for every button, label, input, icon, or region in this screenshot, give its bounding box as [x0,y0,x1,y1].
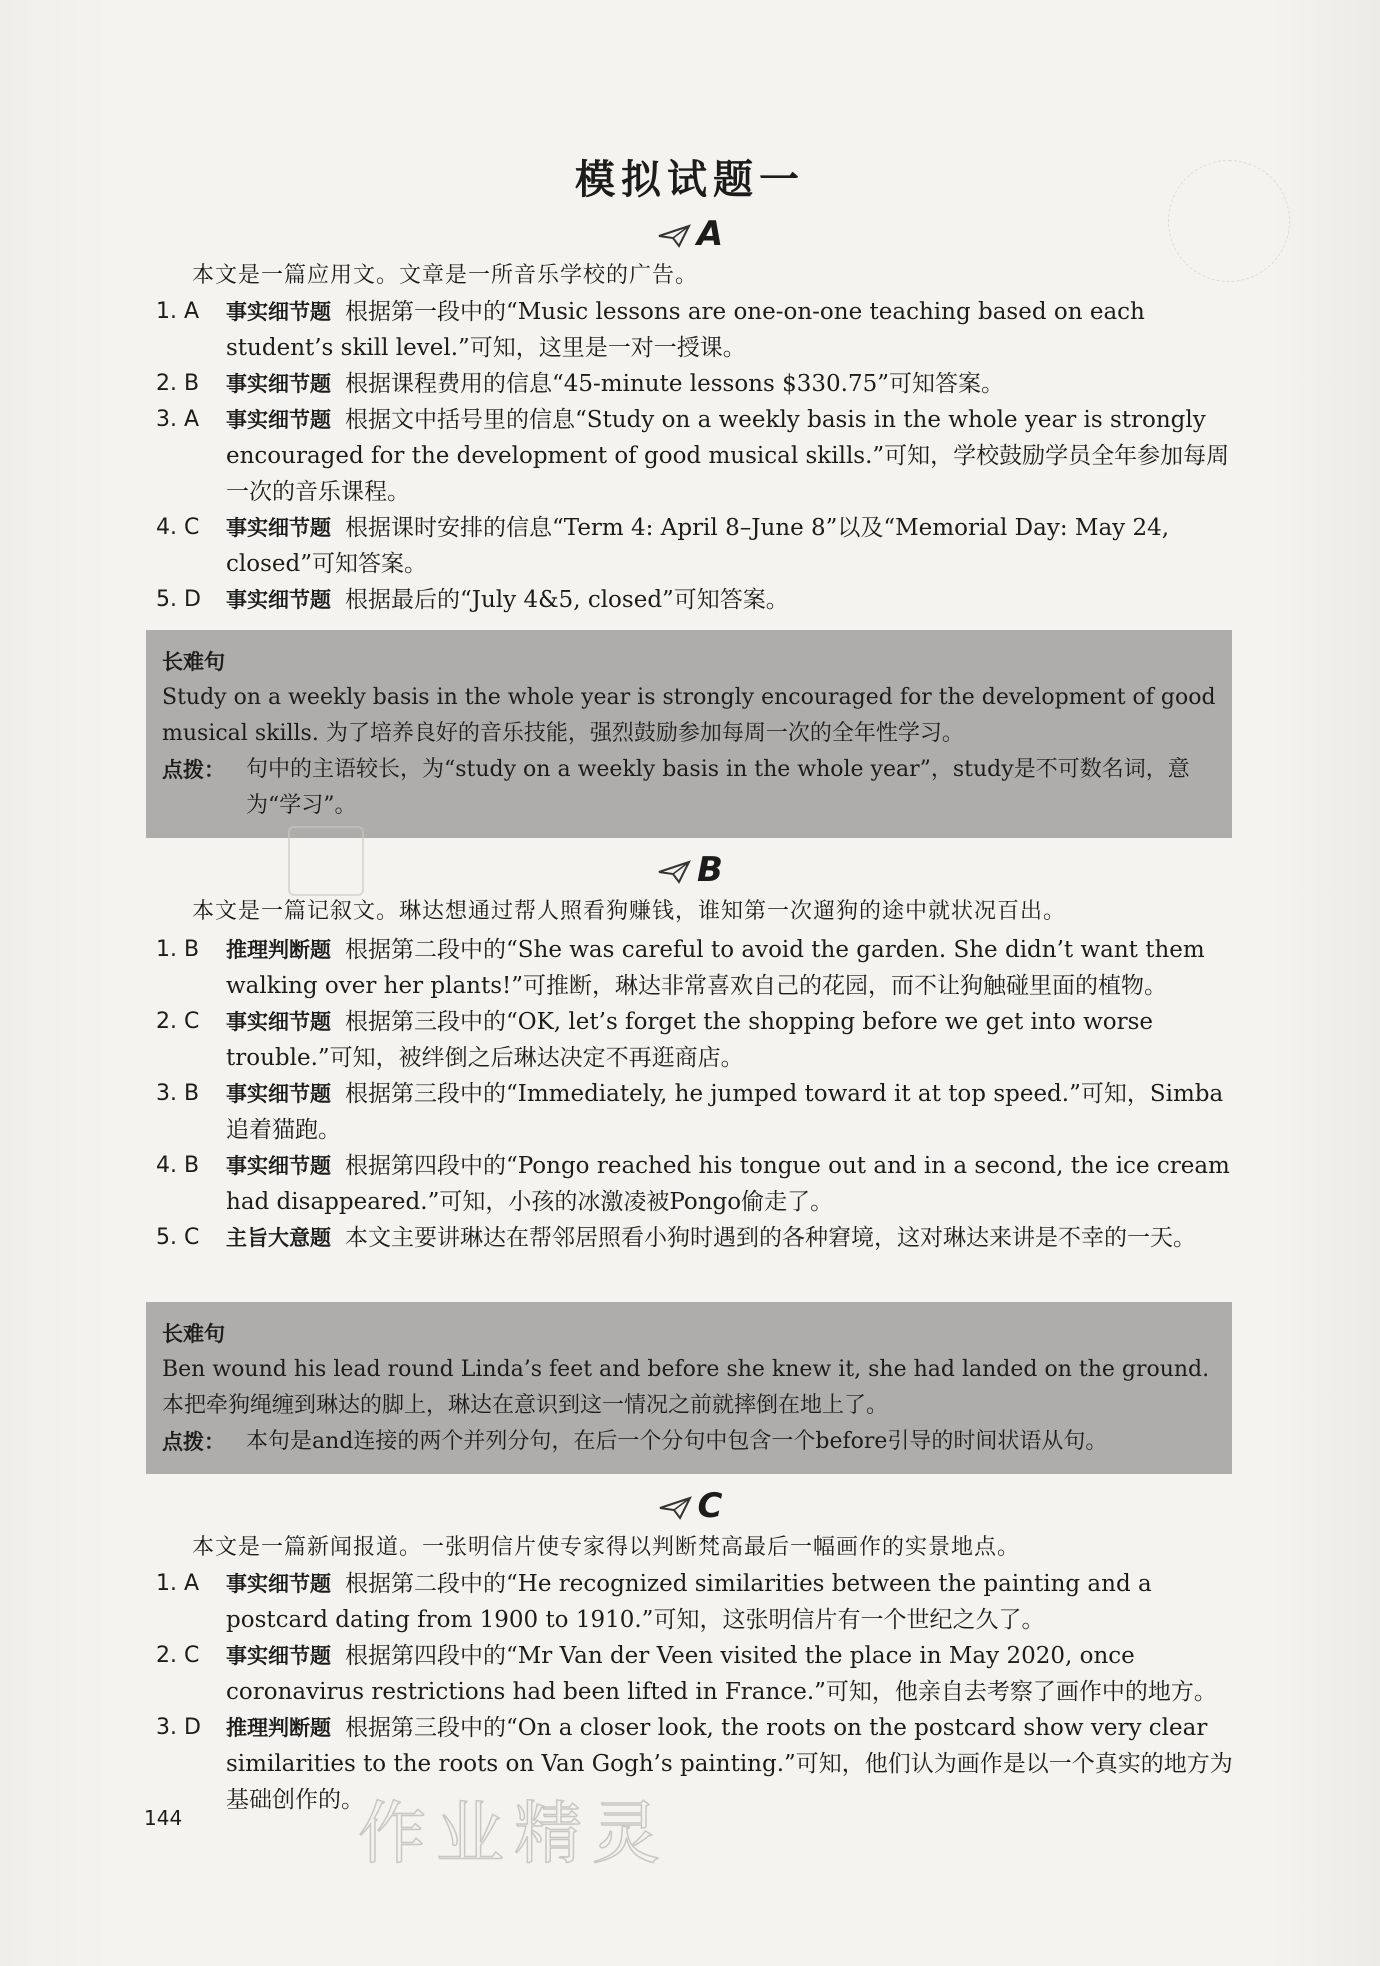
question-type: 事实细节题 [226,408,331,432]
explanation-text: 根据文中括号里的信息“Study on a weekly basis in the whole year is strongly encouraged for the development of good musical skills.”可知，学校鼓励学员全年参加每周一次的音乐课程。 [226,407,1230,505]
page-number: 144 [144,1806,183,1830]
question-type: 事实细节题 [226,1010,331,1034]
explanation-text: 根据第一段中的“Music lessons are one-on-one teaching based on each student’s skill level.”可知，这里是一对一授课。 [226,299,1145,361]
question-type: 主旨大意题 [226,1226,331,1250]
list-item [156,402,1236,510]
answer-number: 5. D [156,587,201,612]
tip-text: 句中的主语较长，为“study on a weekly basis in the whole year”，study是不可数名词，意为“学习”。 [246,757,1190,818]
question-type: 事实细节题 [226,372,331,396]
section-c-heading [0,1486,1380,1526]
question-type: 推理判断题 [226,938,331,962]
list-item [156,1076,1236,1148]
list-item [156,1638,1236,1710]
explanation-text: 根据第四段中的“Pongo reached his tongue out and in a second, the ice cream had disappeared.”可知，小孩的冰激凌被Pongo偷走了。 [226,1153,1230,1215]
list-item [156,1148,1236,1220]
section-a-letter: A [696,214,724,254]
answer-number: 2. C [156,1009,200,1034]
question-type: 推理判断题 [226,1716,331,1740]
section-b-letter: B [697,850,723,890]
long-sentence-box [146,630,1232,838]
paper-plane-icon [657,224,691,248]
answer-number: 1. A [156,299,200,324]
tip-label: 点拨： [162,1430,225,1454]
answer-number: 3. B [156,1081,200,1106]
explanation-text: 根据最后的“July 4&5, closed”可知答案。 [345,587,789,613]
list-item [156,366,1236,402]
explanation-text: 根据第三段中的“On a closer look, the roots on the postcard show very clear similarities to the roots on Van Gogh’s painting.”可知，他们认为画作是以一个真实的地方为基础创作的。 [226,1715,1233,1813]
list-item [156,1004,1236,1076]
answer-number: 2. B [156,371,200,396]
question-type: 事实细节题 [226,1082,331,1106]
explanation-text: 根据第四段中的“Mr Van der Veen visited the place in May 2020, once coronavirus restrictions had been lifted in France.”可知，他亲自去考察了画作中的地方。 [226,1643,1217,1705]
question-type: 事实细节题 [226,1644,331,1668]
tip-row [162,752,1216,824]
answer-number: 3. A [156,407,200,432]
answer-number: 4. B [156,1153,200,1178]
paper-plane-icon [658,1496,692,1520]
page-title: 模拟试题一 [575,157,805,203]
list-item [156,1220,1236,1256]
answer-number: 2. C [156,1643,200,1668]
answer-number: 1. B [156,937,200,962]
list-item [156,1710,1236,1818]
section-a-heading [0,214,1380,254]
box-heading: 长难句 [162,650,225,674]
tip-label: 点拨： [162,758,225,782]
section-b-intro: 本文是一篇记叙文。琳达想通过帮人照看狗赚钱，谁知第一次遛狗的途中就状况百出。 [192,899,1067,924]
question-type: 事实细节题 [226,300,331,324]
explanation-text: 根据第三段中的“OK, let’s forget the shopping before we get into worse trouble.”可知，被绊倒之后琳达决定不再逛商店。 [226,1009,1154,1071]
tip-text: 本句是and连接的两个并列分句，在后一个分句中包含一个before引导的时间状语从句。 [246,1429,1108,1454]
list-item [156,510,1236,582]
question-type: 事实细节题 [226,516,331,540]
list-item [156,1566,1236,1638]
paper-plane-icon [657,860,691,884]
explanation-text: 根据第三段中的“Immediately, he jumped toward it at top speed.”可知，Simba追着猫跑。 [226,1081,1224,1143]
explanation-text: 根据课时安排的信息“Term 4: April 8–June 8”以及“Memorial Day: May 24, closed”可知答案。 [226,515,1170,577]
answer-number: 4. C [156,515,200,540]
explanation-text: 根据第二段中的“He recognized similarities between the painting and a postcard dating from 1900 to 1910.”可知，这张明信片有一个世纪之久了。 [226,1571,1152,1633]
long-sentence: Study on a weekly basis in the whole year is strongly encouraged for the development of good musical skills. 为了培养良好的音乐技能，强烈鼓励参加每周一次的全年性学习。 [162,685,1216,746]
list-item [156,294,1236,366]
tip-row [162,1424,1216,1460]
question-type: 事实细节题 [226,1154,331,1178]
section-b-heading [0,850,1380,890]
section-c-letter: C [697,1486,723,1526]
question-type: 事实细节题 [226,588,331,612]
answer-number: 5. C [156,1225,200,1250]
answer-number: 1. A [156,1571,200,1596]
answer-number: 3. D [156,1715,201,1740]
list-item [156,932,1236,1004]
section-c-intro: 本文是一篇新闻报道。一张明信片使专家得以判断梵高最后一幅画作的实景地点。 [192,1535,1021,1560]
box-heading: 长难句 [162,1322,225,1346]
list-item [156,582,1236,618]
question-type: 事实细节题 [226,1572,331,1596]
long-sentence: Ben wound his lead round Linda’s feet and before she knew it, she had landed on the ground. 本把牵狗绳缠到琳达的脚上，琳达在意识到这一情况之前就摔倒在地上了。 [162,1357,1210,1418]
explanation-text: 根据课程费用的信息“45-minute lessons $330.75”可知答案。 [345,371,1004,397]
section-a-intro: 本文是一篇应用文。文章是一所音乐学校的广告。 [192,263,699,288]
explanation-text: 根据第二段中的“She was careful to avoid the garden. She didn’t want them walking over her plants!”可推断，琳达非常喜欢自己的花园，而不让狗触碰里面的植物。 [226,937,1205,999]
explanation-text: 本文主要讲琳达在帮邻居照看小狗时遇到的各种窘境，这对琳达来讲是不幸的一天。 [345,1225,1196,1251]
long-sentence-box [146,1302,1232,1474]
watermark-text: 作业精灵 [358,1795,671,1874]
